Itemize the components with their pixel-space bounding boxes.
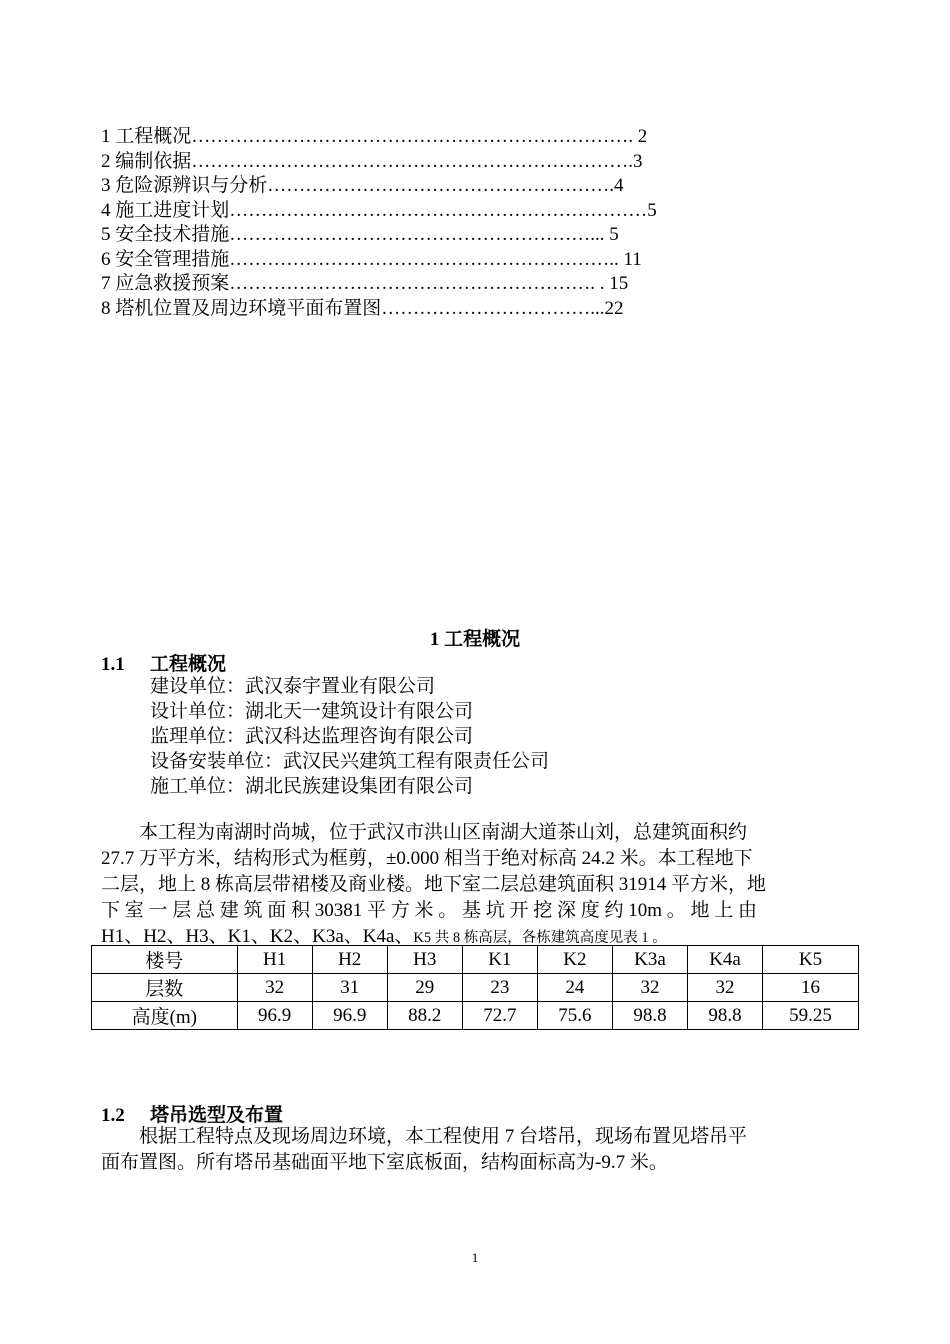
- table-cell: 98.8: [687, 1002, 762, 1030]
- table-cell: 32: [687, 974, 762, 1002]
- table-cell: 96.9: [237, 1002, 312, 1030]
- subsection-number: 1.1: [101, 654, 125, 675]
- paragraph-line: 本工程为南湖时尚城，位于武汉市洪山区南湖大道茶山刘，总建筑面积约: [101, 822, 748, 843]
- table-cell: H2: [312, 946, 387, 974]
- toc-entry[interactable]: 2 编制依据…………………………………………………………….3: [101, 150, 643, 172]
- table-header-cell: 高度(m): [92, 1002, 238, 1030]
- subsection-heading-1-1: [101, 649, 226, 676]
- table-cell: 23: [462, 974, 537, 1002]
- paragraph-line: 下 室 一 层 总 建 筑 面 积 30381 平 方 米 。 基 坑 开 挖 深 度 约 10m 。 地 上 由: [101, 900, 758, 921]
- table-row: [92, 974, 859, 1002]
- paragraph-line: 面布置图。所有塔吊基础面平地下室底板面，结构面标高为-9.7 米。: [101, 1152, 668, 1173]
- paragraph-line: 根据工程特点及现场周边环境，本工程使用 7 台塔吊，现场布置见塔吊平: [101, 1126, 748, 1147]
- project-description-paragraph: [101, 820, 852, 951]
- table-cell: H1: [237, 946, 312, 974]
- subsection-heading-1-2: [101, 1100, 283, 1127]
- table-cell: K3a: [612, 946, 687, 974]
- table-cell: 88.2: [387, 1002, 462, 1030]
- table-cell: 31: [312, 974, 387, 1002]
- table-cell: K4a: [687, 946, 762, 974]
- toc-entry[interactable]: 5 安全技术措施…………………………………………………... 5: [101, 224, 619, 245]
- toc-entry[interactable]: 4 施工进度计划…………………………………………………………5: [101, 199, 657, 221]
- section-title: 1 工程概况: [429, 629, 521, 650]
- table-cell: K5: [763, 946, 859, 974]
- table-cell: 75.6: [537, 1002, 612, 1030]
- toc-entry[interactable]: 3 危险源辨识与分析……………………………………………….4: [101, 175, 624, 196]
- subsection-number: 1.2: [101, 1105, 125, 1126]
- subsection-title: 工程概况: [150, 654, 227, 675]
- page-number: 1: [471, 1250, 479, 1265]
- paragraph-text: H1、H2、H3、K1、K2、K3a、K4a、: [101, 926, 414, 947]
- unit-line: 设计单位：湖北天一建筑设计有限公司: [150, 701, 474, 722]
- table-header-cell: 层数: [92, 974, 238, 1002]
- project-units-list: [150, 674, 549, 799]
- table-cell: 32: [612, 974, 687, 1002]
- table-cell: 29: [387, 974, 462, 1002]
- table-cell: 96.9: [312, 1002, 387, 1030]
- table-row: [92, 946, 859, 974]
- toc-entry[interactable]: 7 应急救援预案…………………………………………………. . 15: [101, 273, 629, 294]
- table-cell: 72.7: [462, 1002, 537, 1030]
- toc-entry[interactable]: 8 塔机位置及周边环境平面布置图……………………………...22: [101, 297, 624, 319]
- unit-line: 设备安装单位：武汉民兴建筑工程有限责任公司: [150, 751, 550, 772]
- tower-crane-paragraph: [101, 1124, 852, 1176]
- table-cell: 59.25: [763, 1002, 859, 1030]
- table-header-cell: 楼号: [92, 946, 238, 974]
- building-height-table: [91, 945, 859, 1030]
- unit-line: 施工单位：湖北民族建设集团有限公司: [150, 776, 474, 797]
- table-cell: K1: [462, 946, 537, 974]
- subsection-title: 塔吊选型及布置: [150, 1105, 284, 1126]
- toc-entry[interactable]: 6 安全管理措施…………………………………………………….. 11: [101, 248, 642, 270]
- toc-entry[interactable]: 1 工程概况……………………………………………………………. 2: [101, 126, 648, 147]
- table-cell: 32: [237, 974, 312, 1002]
- table-of-contents: [101, 125, 781, 321]
- unit-line: 监理单位：武汉科达监理咨询有限公司: [150, 726, 474, 747]
- table-cell: 16: [763, 974, 859, 1002]
- table-row: [92, 1002, 859, 1030]
- unit-line: 建设单位：武汉泰宇置业有限公司: [150, 676, 436, 697]
- table-cell: H3: [387, 946, 462, 974]
- paragraph-line: 二层，地上 8 栋高层带裙楼及商业楼。地下室二层总建筑面积 31914 平方米，地: [101, 874, 767, 895]
- table-cell: 98.8: [612, 1002, 687, 1030]
- table-cell: 24: [537, 974, 612, 1002]
- paragraph-small-text: K5 共 8 栋高层，各栋建筑高度见表 1 。: [413, 930, 667, 946]
- table-cell: K2: [537, 946, 612, 974]
- paragraph-line: 27.7 万平方米，结构形式为框剪，±0.000 相当于绝对标高 24.2 米。本工程地下: [101, 848, 753, 869]
